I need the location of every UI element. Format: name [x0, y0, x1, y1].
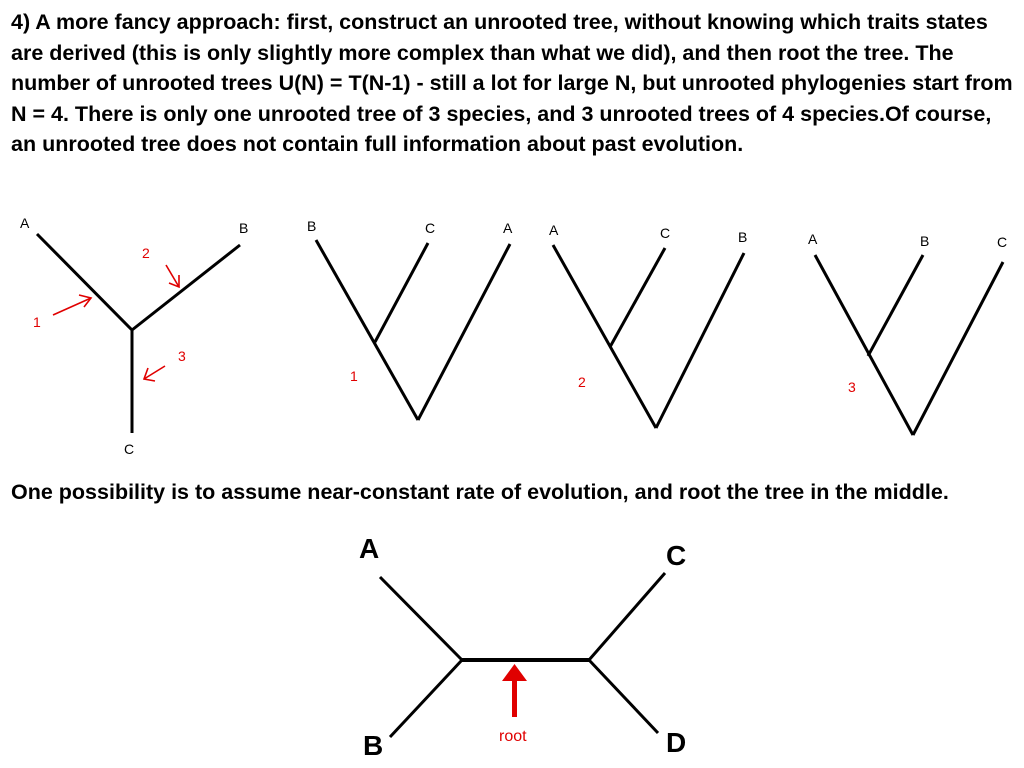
leaf-label-b: B: [363, 730, 384, 761]
tree1-leaf-1: B: [307, 218, 317, 234]
intro-paragraph: 4) A more fancy approach: first, construct an unrooted tree, without knowing which traits states are derived (this is only slightly more complex than what we did), and then root the tree. The number of unrooted trees U(N) = T(N-1) - still a lot for large N, but unrooted phylogenies start from N = 4. There is only one unrooted tree of 3 species, and 3 unrooted trees of 4 species.Of course, an unrooted tree does not contain full information about past evolution.: [11, 10, 1013, 156]
branch-d: [589, 660, 658, 733]
tree1-number: 1: [350, 368, 358, 384]
midpoint-rooting-paragraph: One possibility is to assume near-constant rate of evolution, and root the tree in the middle.: [11, 480, 949, 504]
branch-c: [589, 573, 665, 660]
tree3-number: 3: [848, 379, 856, 395]
leaf-label-a: A: [359, 533, 380, 564]
branch-a: [380, 577, 462, 660]
leaf-label-c: C: [124, 441, 135, 457]
arrow-label-1: 1: [33, 314, 41, 330]
leaf-label-d: D: [666, 727, 687, 758]
root-label: root: [499, 728, 527, 745]
leaf-label-c: C: [666, 540, 687, 571]
tree2-leaf-1: A: [549, 222, 559, 238]
tree3-leaf-1: A: [808, 231, 818, 247]
tree2-leaf-3: B: [738, 229, 748, 245]
arrow-label-3: 3: [178, 348, 186, 364]
branch-b: [390, 660, 462, 737]
tree1-leaf-2: C: [425, 220, 436, 236]
tree1-leaf-3: A: [503, 220, 513, 236]
arrow-label-2: 2: [142, 245, 150, 261]
tree2-leaf-2: C: [660, 225, 671, 241]
root-arrow-icon: [502, 664, 527, 717]
tree3-leaf-2: B: [920, 233, 930, 249]
leaf-label-b: B: [239, 220, 249, 236]
tree2-number: 2: [578, 374, 586, 390]
tree3-leaf-3: C: [997, 234, 1008, 250]
leaf-label-a: A: [20, 215, 30, 231]
